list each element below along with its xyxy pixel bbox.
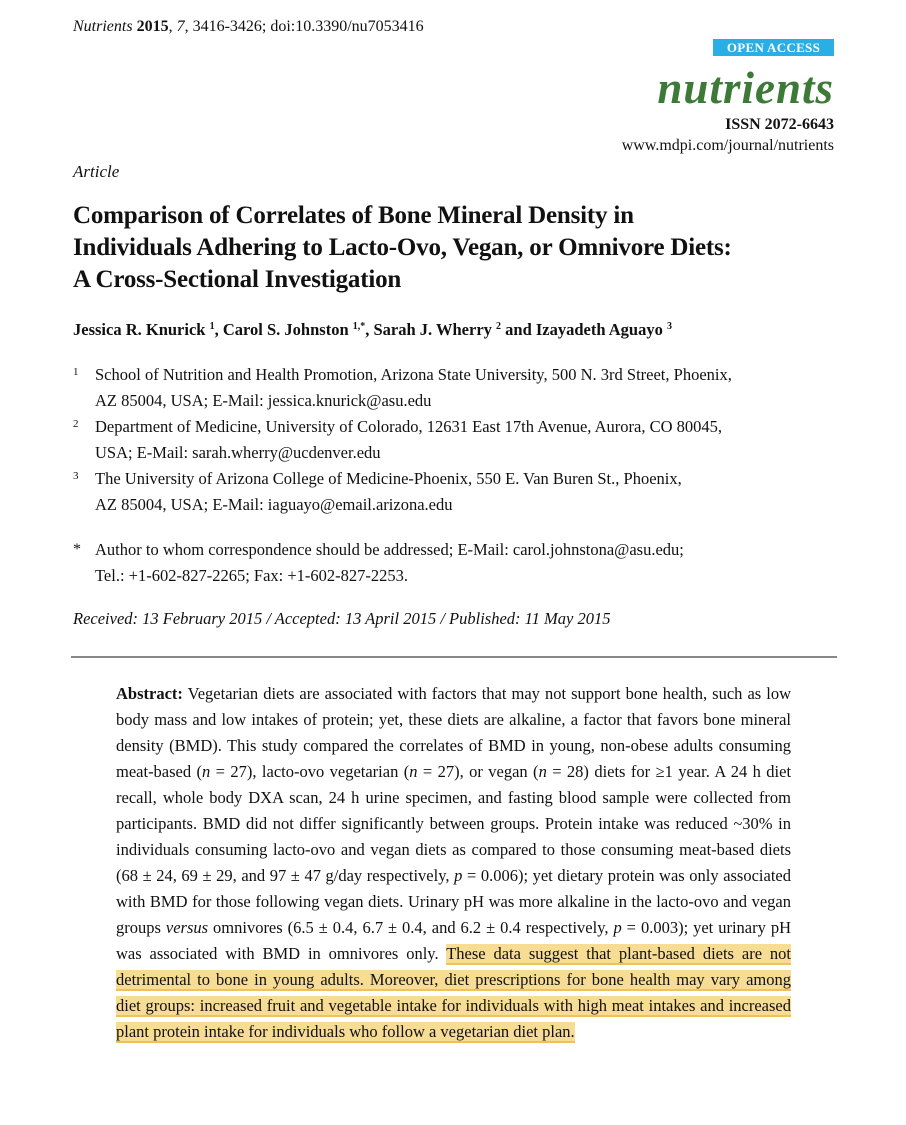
author-separator: , — [214, 320, 223, 339]
abstract-text: = 0.003); yet urinary pH was associated with BMD in omnivores only. — [116, 918, 792, 963]
title-line: A Cross-Sectional Investigation — [73, 266, 402, 293]
affiliation-mark: 3 — [73, 470, 79, 482]
journal-url[interactable]: www.mdpi.com/journal/nutrients — [621, 137, 834, 154]
correspondence-mark: * — [73, 541, 81, 558]
author-separator: and — [501, 320, 536, 339]
correspondence-line: Author to whom correspondence should be addressed; E-Mail: carol.johnstona@asu.edu; — [95, 540, 684, 559]
pages-doi: , 3416-3426; doi:10.3390/nu7053416 — [184, 18, 424, 35]
abstract-text: = 0.006); yet dietary protein was only associated with BMD for those following vegan diets. Urinary pH was more alkaline in the lacto-ovo and vegan groups — [116, 866, 791, 937]
publication-dates: Received: 13 February 2015 / Accepted: 13 April 2015 / Published: 11 May 2015 — [73, 609, 611, 628]
title-line: Comparison of Correlates of Bone Mineral Density in — [73, 202, 634, 229]
author-name: Carol S. Johnston — [222, 320, 349, 339]
affiliation-3 — [73, 466, 833, 518]
volume: 7 — [176, 18, 185, 35]
year: 2015 — [136, 18, 169, 35]
abstract-text: = 27), lacto-ovo vegetarian ( — [210, 762, 410, 781]
author-separator: , — [365, 320, 374, 339]
abstract-italic: n — [409, 762, 418, 781]
correspondence — [73, 537, 833, 589]
journal-logo: nutrients — [657, 63, 834, 113]
abstract-text: omnivores (6.5 ± 0.4, 6.7 ± 0.4, and 6.2 ± 0.4 respectively, — [208, 918, 614, 937]
abstract-italic: versus — [165, 918, 209, 937]
affiliation-email-line: AZ 85004, USA; E-Mail: iaguayo@email.arizona.edu — [95, 495, 453, 514]
abstract-italic: n — [538, 762, 547, 781]
abstract — [116, 681, 791, 1045]
abstract-italic: n — [202, 762, 211, 781]
author-name: Izayadeth Aguayo — [535, 320, 663, 339]
abstract-italic: p — [454, 866, 463, 885]
author-name: Sarah J. Wherry — [373, 320, 492, 339]
section-divider — [71, 656, 837, 658]
abstract-text: = 28) diets for ≥1 year. A 24 h diet recall, whole body DXA scan, 24 h urine specimen, and fasting blood sample were collected from participants. BMD did not differ significantly between groups. Protein intake was reduced ~30% in individuals consuming lacto-ovo and vegan diets as compared to those consuming meat-based diets (68 ± 24, 69 ± 29, and 97 ± 47 g/day respectively, — [116, 762, 792, 885]
highlighted-conclusion[interactable]: These data suggest that plant-based diets are not detrimental to bone in young adults. Moreover, diet prescriptions for bone health may vary among diet groups: increased fruit and vegetable intake for individuals with high meat intakes and increased plant protein intake for individuals who follow a vegetarian diet plan. — [116, 944, 791, 1041]
issn: ISSN 2072-6643 — [725, 116, 834, 133]
open-access-badge: OPEN ACCESS — [713, 39, 834, 56]
abstract-label: Abstract: — [116, 684, 183, 703]
author-affil-mark: 1,* — [352, 321, 366, 332]
affiliation-line: Department of Medicine, University of Colorado, 12631 East 17th Avenue, Aurora, CO 80045, — [95, 417, 723, 436]
affiliation-email-line: AZ 85004, USA; E-Mail: jessica.knurick@asu.edu — [95, 391, 432, 410]
author-list — [73, 320, 672, 340]
affiliation-1 — [73, 362, 833, 414]
abstract-italic: p — [613, 918, 622, 937]
article-type: Article — [73, 162, 120, 181]
article-title — [73, 200, 843, 296]
abstract-text: = 27), or vegan ( — [417, 762, 539, 781]
author-affil-mark: 3 — [667, 321, 672, 332]
title-line: Individuals Adhering to Lacto-Ovo, Vegan, or Omnivore Diets: — [73, 234, 732, 261]
author-name: Jessica R. Knurick — [73, 320, 206, 339]
author-affil-mark: 2 — [496, 321, 502, 332]
correspondence-contact-line: Tel.: +1-602-827-2265; Fax: +1-602-827-2253. — [95, 566, 409, 585]
affiliation-2 — [73, 414, 833, 466]
affiliation-line: School of Nutrition and Health Promotion, Arizona State University, 500 N. 3rd Street, Phoenix, — [95, 365, 732, 384]
journal-name: Nutrients — [73, 18, 133, 35]
affiliation-mark: 2 — [73, 418, 79, 430]
affiliation-line: The University of Arizona College of Medicine-Phoenix, 550 E. Van Buren St., Phoenix, — [95, 469, 682, 488]
affiliation-mark: 1 — [73, 366, 79, 378]
author-affil-mark: 1 — [209, 321, 215, 332]
citation-line: Nutrients 2015, 7, 3416-3426; doi:10.3390/nu7053416 — [73, 18, 424, 35]
affiliation-email-line: USA; E-Mail: sarah.wherry@ucdenver.edu — [95, 443, 381, 462]
abstract-text: Vegetarian diets are associated with factors that may not support bone health, such as low body mass and low intakes of protein; yet, these diets are alkaline, a factor that favors bone mineral density (BMD). This study compared the correlates of BMD in young, non-obese adults consuming meat-based ( — [116, 684, 791, 781]
